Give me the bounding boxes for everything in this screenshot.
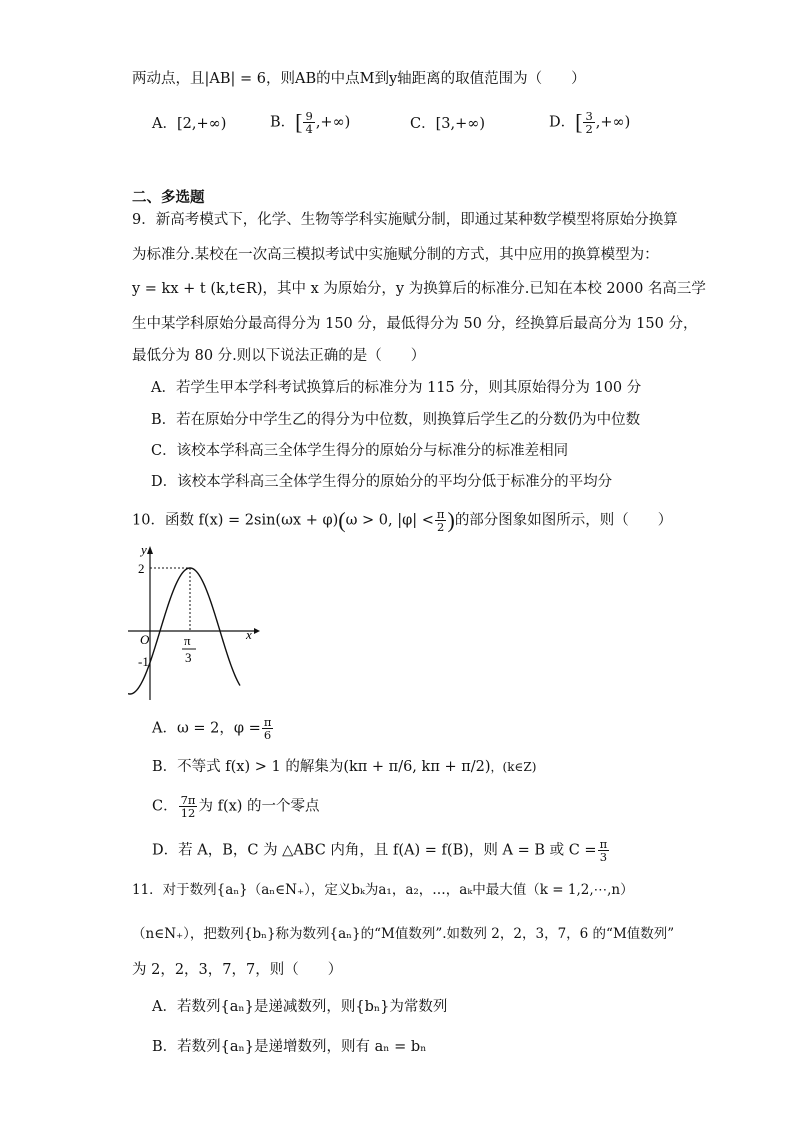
q10-option-c[interactable]	[152, 794, 320, 819]
x-label: x	[246, 627, 252, 642]
q8-option-b-fraction: $\frac{9}{4}$	[305, 109, 313, 136]
q8-option-c-value: [3,+∞)	[435, 116, 485, 132]
q10-option-b-interval: (kπ + π/6, kπ + π/2)	[343, 759, 491, 775]
pi-label: π	[184, 633, 191, 648]
q9-stem-line-2: 为标准分.某校在一次高三模拟考试中实施赋分制的方式，其中应用的换算模型为：	[132, 247, 659, 263]
q11-stem-line-3: 为 2，2，3，7，7，则（ ）	[132, 962, 343, 978]
q9-stem-line-3: y = kx + t (k,t∈R)，其中 x 为原始分，y 为换算后的标准分.已知在本校 2000 名高三学	[132, 281, 706, 297]
q11-stem-line-1: 11．对于数列{aₙ}（aₙ∈N₊），定义bₖ为a₁，a₂，…，aₖ中最大值（k = 1,2,⋯,n）	[132, 882, 634, 898]
q8-option-d-label: D．	[549, 114, 576, 131]
q9-option-a[interactable]: A．若学生甲本学科考试换算后的标准分为 115 分，则其原始得分为 100 分	[151, 380, 642, 396]
q8-option-d-fraction: $\frac{3}{2}$	[585, 109, 593, 136]
max-label: 2	[138, 561, 145, 576]
q10-stem-condition: ω > 0, |φ| <	[345, 512, 434, 529]
section-heading: 二、多选题	[132, 189, 205, 206]
q10-option-c-label: C．	[152, 798, 178, 815]
q8-stem: 两动点，且|AB| = 6，则AB的中点M到y轴距离的取值范围为（ ）	[132, 71, 586, 87]
q8-option-d[interactable]: D．[ $\frac{3}{2}$ ,+∞)	[549, 109, 631, 136]
y-label: y	[141, 542, 147, 557]
q9-stem-line-5: 最低分为 80 分.则以下说法正确的是（ ）	[132, 348, 426, 364]
origin-label: O	[140, 632, 150, 647]
q10-stem-tail: 的部分图象如图所示，则（ ）	[454, 512, 673, 529]
x-axis-arrow	[254, 628, 260, 634]
q10-option-a-fraction: $\frac{\pi}{6}$	[263, 715, 272, 742]
q10-option-a-text: A．ω = 2，φ =	[152, 720, 261, 737]
q10-option-d[interactable]	[152, 838, 610, 863]
q10-option-c-fraction: $\frac{7\pi}{12}$	[180, 793, 196, 820]
q10-option-b-tail: ，(k∈Z)	[490, 760, 537, 774]
q8-option-b-tail: ,+∞)	[315, 114, 351, 131]
q10-option-d-fraction: $\frac{\pi}{3}$	[599, 837, 608, 864]
q11-stem-line-2: （n∈N₊），把数列{bₙ}称为数列{aₙ}的“M值数列”.如数列 2，2，3，7，6 的“M值数列”	[132, 926, 675, 942]
q10-option-c-text: 为 f(x) 的一个零点	[198, 798, 320, 815]
sine-graph	[128, 540, 268, 700]
q8-option-a-value: [2,+∞)	[176, 116, 227, 132]
y-axis-arrow	[147, 546, 153, 554]
q9-option-c[interactable]: C．该校本学科高三全体学生得分的原始分与标准分的标准差相同	[151, 443, 569, 459]
q10-option-b-text: B．不等式 f(x) > 1 的解集为	[152, 759, 344, 775]
q9-stem-line-1: 9．新高考模式下，化学、生物等学科实施赋分制，即通过某种数学模型将原始分换算	[132, 212, 678, 228]
q8-option-b[interactable]: B．[ $\frac{9}{4}$ ,+∞)	[270, 109, 351, 136]
q9-option-d[interactable]: D．该校本学科高三全体学生得分的原始分的平均分低于标准分的平均分	[151, 474, 613, 490]
q8-option-a-label: A．	[152, 116, 177, 132]
q11-option-b[interactable]: B．若数列{aₙ}是递增数列，则有 aₙ = bₙ	[152, 1039, 427, 1055]
three-label: 3	[185, 650, 192, 665]
q9-option-b[interactable]: B．若在原始分中学生乙的得分为中位数，则换算后学生乙的分数仍为中位数	[151, 412, 641, 428]
q8-option-c-label: C．	[410, 116, 436, 132]
q8-option-d-tail: ,+∞)	[595, 114, 631, 131]
q10-option-a[interactable]	[152, 716, 274, 741]
q10-stem: 10．函数 f(x) = 2sin(ωx + φ)(ω > 0, |φ| < $\frac{\pi}{2}$ )的部分图象如图所示，则（ ）	[132, 507, 673, 534]
q8-option-b-label: B．	[270, 114, 296, 131]
q9-stem-line-4: 生中某学科原始分最高得分为 150 分，最低得分为 50 分，经换算后最高分为 150 分，	[132, 316, 698, 332]
q10-option-b[interactable]	[152, 757, 536, 777]
q8-option-c[interactable]	[410, 114, 485, 134]
q10-stem-function: 10．函数 f(x) = 2sin(ωx + φ)	[132, 512, 339, 529]
min-label: -1	[138, 654, 149, 669]
q8-option-a[interactable]	[152, 114, 226, 134]
q10-option-d-text: D．若 A，B，C 为 △ABC 内角，且 f(A) = f(B)，则 A = B 或 C =	[152, 842, 597, 859]
q11-option-a[interactable]: A．若数列{aₙ}是递减数列，则{bₙ}为常数列	[152, 999, 448, 1015]
q10-stem-fraction: $\frac{\pi}{2}$	[436, 507, 445, 534]
